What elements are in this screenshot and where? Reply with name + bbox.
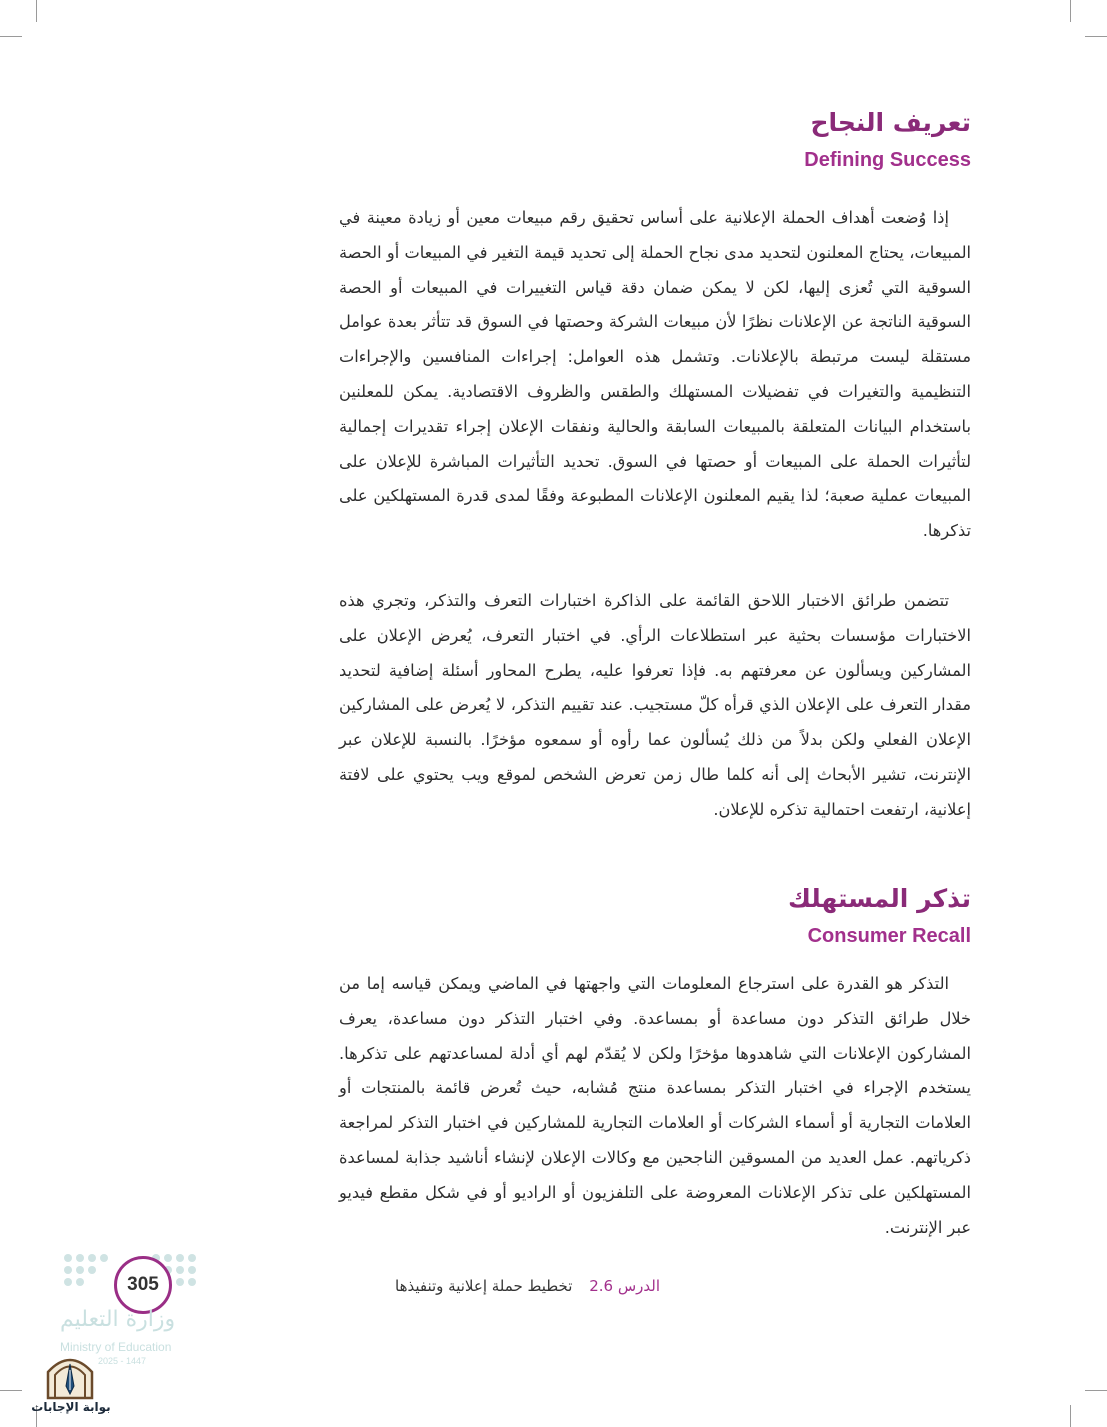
portal-label: بوابة الإجابات [31, 1400, 111, 1414]
ministry-name-ar: وزارة التعليم [60, 1307, 176, 1332]
section-title-consumer-recall-ar: تذكر المستهلك [788, 884, 971, 913]
crop-mark [1085, 1390, 1107, 1391]
crop-mark [0, 1390, 22, 1391]
crop-mark [36, 0, 37, 22]
portal-logo-icon [42, 1350, 98, 1400]
ministry-year: 2025 - 1447 [98, 1356, 147, 1366]
paragraph: إذا وُضعت أهداف الحملة الإعلانية على أساس تحقيق رقم مبيعات معين أو زيادة معينة في المبيعات، يحتاج المعلنون لتحديد مدى نجاح الحملة إلى تحديد قيمة التغير في المبيعات أو الحصة السوقية التي تُعزى إليها، لكن لا يمكن ضمان دقة قياس التغييرات في المبيعات أو الحصة السوقية الناتجة عن الإعلانات نظرًا لأن مبيعات الشركة وحصتها في السوق قد تتأثر بعدة عوامل مستقلة ليست مرتبطة بالإعلانات. وتشمل هذه العوامل: إجراءات المنافسين والإجراءات التنظيمية والتغيرات في تفضيلات المستهلك والطقس والظروف الاقتصادية. يمكن للمعلنين باستخدام البيانات المتعلقة بالمبيعات السابقة والحالية ونفقات الإعلان إجراء تقديرات إجمالية لتأثيرات الحملة على المبيعات أو حصتها في السوق. تحديد التأثيرات المباشرة للإعلان على المبيعات عملية صعبة؛ لذا يقيم المعلنون الإعلانات المطبوعة وفقًا لمدى قدرة المستهلكين على تذكرها. [339, 208, 971, 541]
page-number: 305 [114, 1256, 172, 1314]
crop-mark [0, 36, 22, 37]
section-title-defining-success-en: Defining Success [804, 149, 971, 171]
crop-mark [1085, 36, 1107, 37]
ministry-name-en: Ministry of Education [60, 1340, 172, 1354]
page-footer [340, 1277, 660, 1295]
crop-mark [1070, 0, 1071, 22]
section-title-consumer-recall-en: Consumer Recall [807, 925, 971, 947]
paragraph: التذكر هو القدرة على استرجاع المعلومات التي واجهتها في الماضي ويمكن قياسه إما من خلال طرائق التذكر دون مساعدة أو بمساعدة. وفي اختبار التذكر دون مساعدة، يعرف المشاركون الإعلانات التي شاهدوها مؤخرًا ولكن لا يُقدّم لهم أي أدلة لمساعدتهم على تذكرها. يستخدم الإجراء في اختبار التذكر بمساعدة منتج مُشابه، حيث تُعرض قائمة بالمنتجات أو العلامات التجارية أو أسماء الشركات أو العلامات التجارية للمشاركين في اختبار التذكر لمراجعة ذكرياتهم. عمل العديد من المسوقين الناجحين مع وكالات الإعلان لإنشاء أناشيد جذابة لمساعدة المستهلكين على تذكر الإعلانات المعروضة على التلفزيون أو الراديو أو في شكل مقطع فيديو عبر الإنترنت. [339, 974, 971, 1237]
lesson-label: الدرس 2.6 [589, 1277, 660, 1295]
lesson-title: تخطيط حملة إعلانية وتنفيذها [395, 1277, 573, 1295]
paragraph: تتضمن طرائق الاختبار اللاحق القائمة على الذاكرة اختبارات التعرف والتذكر، وتجري هذه الاختبارات مؤسسات بحثية عبر استطلاعات الرأي. في اختبار التعرف، يُعرض الإعلان على المشاركين ويسألون عن معرفتهم به. فإذا تعرفوا عليه، يطرح المحاور أسئلة إضافية لتحديد مقدار التعرف على الإعلان الذي قرأه كلّ مستجيب. عند تقييم التذكر، لا يُعرض على المشاركين الإعلان الفعلي ولكن بدلاً من ذلك يُسألون عما رأوه أو سمعوه مؤخرًا. بالنسبة للإعلان عبر الإنترنت، تشير الأبحاث إلى أنه كلما طال زمن تعرض الشخص لموقع ويب يحتوي على لافتة إعلانية، ارتفعت احتمالية تذكره للإعلان. [339, 591, 971, 819]
section-title-defining-success-ar: تعريف النجاح [810, 108, 971, 137]
crop-mark [1070, 1405, 1071, 1427]
